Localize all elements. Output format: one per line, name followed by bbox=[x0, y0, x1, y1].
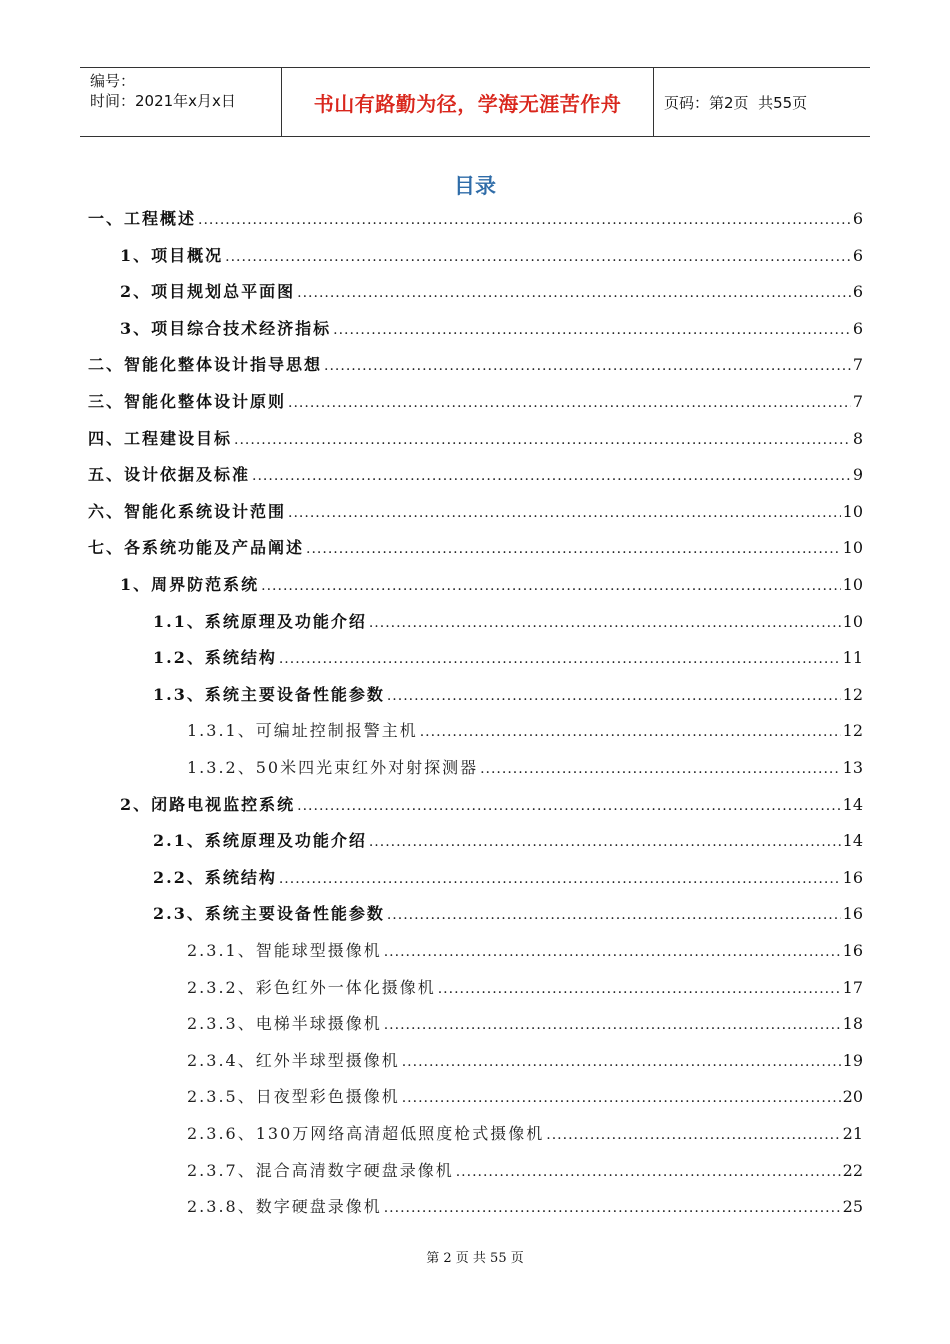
toc-entry-page: 20 bbox=[842, 1087, 863, 1107]
toc-entry-title: 2.3.8、数字硬盘录像机 bbox=[187, 1197, 382, 1217]
toc-entry-page: 6 bbox=[852, 245, 863, 265]
toc-entry-title: 1.2、系统结构 bbox=[153, 648, 277, 668]
toc-entry-page: 10 bbox=[842, 611, 863, 631]
toc-entry-page: 8 bbox=[852, 428, 863, 448]
toc-entry-title: 1.3.2、50米四光束红外对射探测器 bbox=[187, 758, 479, 777]
toc-entry[interactable] bbox=[88, 462, 863, 492]
toc-dot-leader bbox=[546, 1127, 840, 1143]
toc-dot-leader bbox=[456, 1164, 841, 1180]
toc-entry[interactable] bbox=[120, 243, 863, 273]
toc-entry-title: 2.3.1、智能球型摄像机 bbox=[187, 941, 382, 960]
toc-entry-page: 7 bbox=[852, 355, 863, 375]
toc-entry-page: 6 bbox=[852, 209, 863, 228]
toc-dot-leader bbox=[387, 907, 841, 923]
toc-entry-page: 12 bbox=[842, 721, 863, 741]
toc-dot-leader bbox=[420, 724, 841, 740]
toc-dot-leader bbox=[384, 1200, 841, 1216]
toc-entry-title: 六、智能化系统设计范围 bbox=[88, 501, 287, 521]
toc-entry-title: 1.1、系统原理及功能介绍 bbox=[153, 611, 367, 631]
toc-entry[interactable] bbox=[187, 1048, 863, 1078]
toc-entry[interactable] bbox=[187, 1121, 863, 1151]
toc-entry-title: 二、智能化整体设计指导思想 bbox=[88, 355, 323, 375]
toc-entry-title: 五、设计依据及标准 bbox=[88, 465, 251, 485]
toc-entry-page: 16 bbox=[842, 867, 863, 887]
toc-dot-leader bbox=[480, 761, 841, 777]
toc-entry-page: 13 bbox=[842, 758, 863, 777]
toc-entry-page: 7 bbox=[852, 392, 863, 411]
toc-entry-title: 2.3、系统主要设备性能参数 bbox=[153, 904, 385, 924]
toc-entry[interactable] bbox=[153, 901, 863, 931]
toc-entry-title: 2.3.2、彩色红外一体化摄像机 bbox=[187, 977, 436, 997]
toc-entry[interactable] bbox=[153, 865, 863, 895]
header-motto: 书山有路勤为径，学海无涯苦作舟 bbox=[282, 68, 654, 136]
toc-dot-leader bbox=[324, 358, 851, 374]
toc-dot-leader bbox=[279, 871, 841, 887]
toc-dot-leader bbox=[387, 688, 841, 704]
toc-dot-leader bbox=[234, 432, 851, 448]
toc-entry[interactable] bbox=[88, 389, 863, 419]
toc-entry-page: 18 bbox=[842, 1014, 863, 1034]
header-meta bbox=[80, 68, 282, 136]
toc-entry[interactable] bbox=[153, 609, 863, 639]
toc-entry-page: 6 bbox=[852, 282, 863, 302]
header-page-info bbox=[654, 68, 870, 136]
toc-entry[interactable] bbox=[120, 792, 863, 822]
toc-dot-leader bbox=[279, 651, 841, 667]
page-info-text: 页码：第2页 共55页 bbox=[664, 93, 808, 112]
toc-entry-title: 四、工程建设目标 bbox=[88, 428, 233, 448]
toc-entry-title: 一、工程概述 bbox=[88, 209, 197, 228]
toc-entry-page: 25 bbox=[842, 1197, 863, 1217]
toc-entry-page: 10 bbox=[842, 538, 863, 558]
toc-entry-title: 2.3.3、电梯半球摄像机 bbox=[187, 1014, 382, 1034]
toc-dot-leader bbox=[288, 395, 851, 411]
toc-entry[interactable] bbox=[187, 755, 863, 785]
toc-entry[interactable] bbox=[88, 426, 863, 456]
toc-entry-page: 10 bbox=[842, 501, 863, 521]
toc-entry[interactable] bbox=[187, 718, 863, 748]
toc-entry-title: 2.2、系统结构 bbox=[153, 867, 277, 887]
toc-entry[interactable] bbox=[88, 352, 863, 382]
toc-title: 目录 bbox=[454, 174, 496, 198]
toc-entry-title: 1.3.1、可编址控制报警主机 bbox=[187, 721, 418, 741]
toc-entry-title: 1.3、系统主要设备性能参数 bbox=[153, 684, 385, 704]
time-label: 时间：2021年x月x日 bbox=[90, 92, 236, 110]
toc-entry-page: 9 bbox=[852, 465, 863, 485]
code-label: 编号： bbox=[90, 72, 136, 90]
toc-dot-leader bbox=[333, 322, 851, 338]
toc-dot-leader bbox=[384, 1017, 841, 1033]
toc-entry[interactable] bbox=[187, 1194, 863, 1224]
toc-entry[interactable] bbox=[187, 938, 863, 968]
toc-entry[interactable] bbox=[120, 572, 863, 602]
toc-entry[interactable] bbox=[153, 682, 863, 712]
toc-dot-leader bbox=[384, 944, 841, 960]
toc-entry[interactable] bbox=[153, 828, 863, 858]
toc-entry-title: 1、项目概况 bbox=[120, 245, 224, 265]
toc-entry-page: 14 bbox=[842, 794, 863, 814]
toc-dot-leader bbox=[261, 578, 841, 594]
toc-entry-title: 2、项目规划总平面图 bbox=[120, 282, 296, 302]
toc-entry-title: 七、各系统功能及产品阐述 bbox=[88, 538, 305, 558]
toc-entry-page: 17 bbox=[842, 977, 863, 997]
toc-entry-page: 21 bbox=[842, 1124, 863, 1143]
toc-entry-title: 2.1、系统原理及功能介绍 bbox=[153, 831, 367, 851]
toc-entry-title: 2、闭路电视监控系统 bbox=[120, 794, 296, 814]
toc-dot-leader bbox=[369, 834, 841, 850]
toc-entry-page: 6 bbox=[852, 318, 863, 338]
toc-entry-page: 11 bbox=[842, 648, 863, 668]
toc-entry[interactable] bbox=[120, 279, 863, 309]
toc-entry-title: 2.3.4、红外半球型摄像机 bbox=[187, 1050, 400, 1070]
toc-entry-page: 12 bbox=[842, 684, 863, 704]
toc-entry[interactable] bbox=[187, 975, 863, 1005]
toc-entry-title: 2.3.5、日夜型彩色摄像机 bbox=[187, 1087, 400, 1107]
toc-entry-page: 19 bbox=[842, 1050, 863, 1070]
toc-entry[interactable] bbox=[153, 645, 863, 675]
toc-entry-title: 1、周界防范系统 bbox=[120, 575, 260, 594]
page-footer: 第 2 页 共 55 页 bbox=[426, 1251, 524, 1266]
toc-dot-leader bbox=[369, 615, 841, 631]
toc-dot-leader bbox=[252, 468, 851, 484]
toc-dot-leader bbox=[438, 981, 841, 997]
toc-dot-leader bbox=[402, 1054, 841, 1070]
toc-dot-leader bbox=[225, 249, 851, 265]
toc-dot-leader bbox=[198, 212, 851, 228]
toc-entry-page: 10 bbox=[842, 575, 863, 594]
toc-entry[interactable] bbox=[88, 206, 863, 236]
toc-entry[interactable] bbox=[120, 316, 863, 346]
toc-entry-page: 16 bbox=[842, 941, 863, 960]
page-header bbox=[80, 67, 870, 137]
toc-entry-title: 3、项目综合技术经济指标 bbox=[120, 318, 332, 338]
toc-entry[interactable] bbox=[88, 499, 863, 529]
toc-entry-page: 22 bbox=[842, 1160, 863, 1180]
toc-entry[interactable] bbox=[187, 1011, 863, 1041]
toc-dot-leader bbox=[297, 285, 851, 301]
toc-dot-leader bbox=[402, 1090, 841, 1106]
toc-entry[interactable] bbox=[88, 535, 863, 565]
toc-entry-page: 14 bbox=[842, 831, 863, 851]
toc-entry-title: 2.3.7、混合高清数字硬盘录像机 bbox=[187, 1160, 454, 1180]
toc-entry-title: 三、智能化整体设计原则 bbox=[88, 392, 287, 411]
toc-dot-leader bbox=[306, 541, 841, 557]
toc-entry-title: 2.3.6、130万网络高清超低照度枪式摄像机 bbox=[187, 1124, 545, 1143]
toc-entry[interactable] bbox=[187, 1158, 863, 1188]
toc-entry-page: 16 bbox=[842, 904, 863, 924]
toc-dot-leader bbox=[288, 505, 841, 521]
toc-entry[interactable] bbox=[187, 1084, 863, 1114]
toc-dot-leader bbox=[297, 798, 841, 814]
